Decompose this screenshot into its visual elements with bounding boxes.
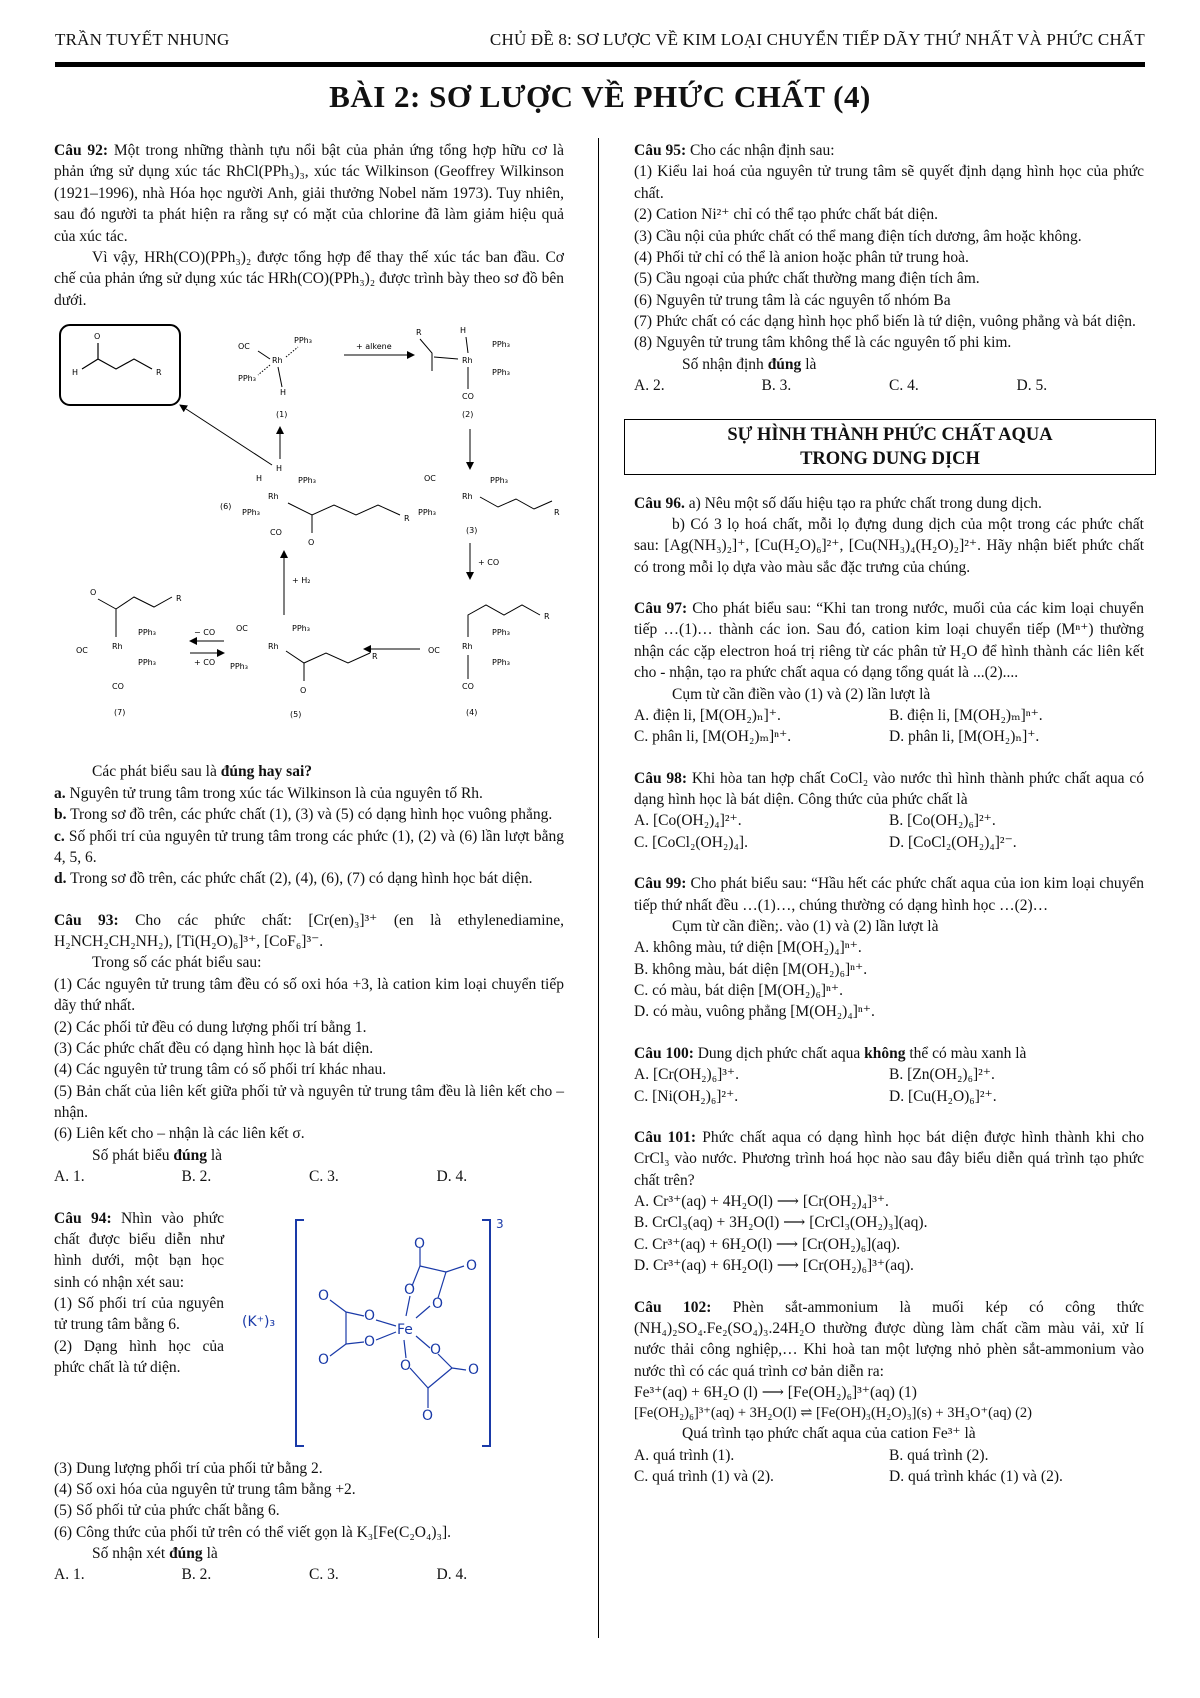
q102-option-b[interactable]: B. quá trình (2). bbox=[889, 1446, 989, 1464]
q95-label: Câu 95: bbox=[634, 142, 687, 159]
o-b1: O bbox=[364, 1307, 376, 1324]
q92-label: Câu 92: bbox=[54, 142, 109, 159]
q97-label: Câu 97: bbox=[634, 600, 688, 618]
complex-6 bbox=[220, 474, 410, 547]
pph3-3a: PPh₃ bbox=[490, 476, 508, 485]
pph3-2b: PPh₃ bbox=[492, 368, 510, 377]
q94-intro bbox=[54, 1208, 224, 1294]
q101-option-a[interactable]: A. Cr³⁺(aq) + 4H₂O(l) ⟶ [Cr(OH₂)₄]³⁺. bbox=[634, 1193, 889, 1211]
q93-s2: (2) Các phối tử đều có dung lượng phối trí bằng 1. bbox=[54, 1018, 367, 1036]
co-4: CO bbox=[462, 682, 474, 691]
q99-text bbox=[634, 873, 1144, 916]
q92-d bbox=[54, 868, 564, 889]
rh-6: Rh bbox=[268, 492, 279, 501]
q101-option-d[interactable]: D. Cr³⁺(aq) + 6H₂O(l) ⟶ [Cr(OH₂)₆]³⁺(aq). bbox=[634, 1257, 914, 1275]
o-c2: O bbox=[400, 1357, 412, 1374]
q101-label: Câu 101: bbox=[634, 1128, 697, 1146]
r-7: R bbox=[176, 594, 182, 603]
q98-body: Khi hòa tan hợp chất CoCl₂ vào nước thì hình thành phức chất aqua có dạng hình học là bát diện. Công thức của phức chất là bbox=[634, 769, 1144, 809]
rh-2: Rh bbox=[462, 356, 473, 365]
q98-label: Câu 98: bbox=[634, 769, 688, 787]
o-7: O bbox=[90, 588, 97, 597]
q95-options bbox=[634, 375, 1144, 396]
o-c4: O bbox=[422, 1407, 434, 1424]
rh-7: Rh bbox=[112, 642, 123, 651]
pph3-5b: PPh₃ bbox=[230, 662, 248, 671]
pph3-3b: PPh₃ bbox=[418, 508, 436, 517]
q94-option-c[interactable]: C. 3. bbox=[309, 1566, 339, 1584]
pph3-2a: PPh₃ bbox=[492, 340, 510, 349]
ferrioxalate-structure bbox=[234, 1208, 564, 1458]
h-2: H bbox=[460, 326, 467, 335]
q92-d-text: Trong sơ đồ trên, các phức chất (2), (4), (6), (7) có dạng hình học bát diện. bbox=[66, 870, 533, 888]
r-3: R bbox=[554, 508, 560, 517]
co-minus-label: − CO bbox=[194, 628, 216, 637]
q102-label: Câu 102: bbox=[634, 1298, 712, 1316]
q101-option-c[interactable]: C. Cr³⁺(aq) + 6H₂O(l) ⟶ [Cr(OH₂)₆](aq). bbox=[634, 1235, 901, 1253]
complex-7 bbox=[76, 588, 182, 717]
rh-4: Rh bbox=[462, 642, 473, 651]
q97-text bbox=[634, 598, 1144, 684]
co-plus-label: + CO bbox=[478, 558, 500, 567]
h-6a: H bbox=[256, 474, 263, 483]
q96-a bbox=[634, 493, 1144, 514]
aldehyde-h: H bbox=[72, 368, 79, 377]
q93-option-d[interactable]: D. 4. bbox=[436, 1168, 468, 1186]
section-heading-line1: SỰ HÌNH THÀNH PHỨC CHẤT AQUA bbox=[727, 424, 1053, 445]
q96-a-text: a) Nêu một số dấu hiệu tạo ra phức chất trong dung dịch. bbox=[688, 494, 1042, 512]
q102-options bbox=[634, 1445, 1144, 1488]
oc-4: OC bbox=[428, 646, 440, 655]
q100-option-c[interactable]: C. [Ni(OH₂)₆]²⁺. bbox=[634, 1087, 739, 1105]
label-7: (7) bbox=[114, 708, 126, 717]
q101-body: Phức chất aqua có dạng hình học bát diện được hình thành khi cho CrCl₃ vào nước. Phương trình hoá học nào sau đây biểu diễn quá trình tạo phức chất trên? bbox=[634, 1128, 1145, 1189]
q94-block bbox=[54, 1208, 564, 1458]
q94-options bbox=[54, 1564, 564, 1585]
q97-options bbox=[634, 705, 1144, 748]
co-6: CO bbox=[270, 528, 282, 537]
q95-s3: (3) Cầu nội của phức chất có thể mang điện tích dương, âm hoặc không. bbox=[634, 227, 1082, 245]
complex-3 bbox=[418, 474, 560, 535]
q92-intro bbox=[54, 140, 564, 247]
q100-text-c: thể có màu xanh là bbox=[905, 1044, 1027, 1062]
o-5: O bbox=[300, 686, 307, 695]
q95-s5: (5) Cầu ngoại của phức chất thường mang điện tích âm. bbox=[634, 270, 980, 288]
complex-5 bbox=[230, 624, 378, 719]
q97-option-b[interactable]: B. điện li, [M(OH₂)ₘ]ⁿ⁺. bbox=[889, 706, 1043, 724]
q94-ask-a: Số nhận xét bbox=[92, 1545, 170, 1562]
section-heading-line2: TRONG DUNG DỊCH bbox=[800, 448, 980, 469]
q100-options bbox=[634, 1064, 1144, 1107]
header-rule bbox=[55, 62, 1145, 67]
q99-ask: Cụm từ cần điền;. vào (1) và (2) lần lượt là bbox=[672, 917, 939, 935]
q95-intro-text: Cho các nhận định sau: bbox=[689, 142, 835, 159]
q92-a-text: Nguyên tử trung tâm trong xúc tác Wilkinson là của nguyên tố Rh. bbox=[65, 784, 483, 802]
q92-prompt-a: Các phát biểu sau là bbox=[92, 763, 221, 781]
oc-7: OC bbox=[76, 646, 88, 655]
o-6: O bbox=[308, 538, 315, 547]
q95-intro bbox=[634, 140, 1144, 161]
label-6: (6) bbox=[220, 502, 232, 511]
o-a1: O bbox=[404, 1281, 416, 1298]
pph3-5a: PPh₃ bbox=[292, 624, 310, 633]
complex-2 bbox=[416, 326, 510, 419]
o-a4: O bbox=[466, 1257, 478, 1274]
aldehyde-o: O bbox=[94, 332, 101, 341]
q100-label: Câu 100: bbox=[634, 1044, 694, 1062]
q92-c bbox=[54, 826, 564, 869]
q92-b-label: b. bbox=[54, 806, 67, 824]
left-column bbox=[54, 140, 564, 1586]
q94-option-d[interactable]: D. 4. bbox=[436, 1566, 468, 1584]
q93-s3: (3) Các phức chất đều có dạng hình học là bát diện. bbox=[54, 1039, 374, 1057]
q93-ask-a: Số phát biểu bbox=[92, 1146, 174, 1164]
h2-label: + H₂ bbox=[292, 576, 311, 585]
q100-text-a: Dung dịch phức chất aqua bbox=[697, 1044, 865, 1062]
q95-ask-c: là bbox=[801, 355, 817, 373]
q102-ask: Quá trình tạo phức chất aqua của cation Fe³⁺ là bbox=[682, 1425, 976, 1443]
section-heading bbox=[624, 419, 1156, 475]
q94-s1: (1) Số phối trí của nguyên tử trung tâm bằng 6. bbox=[54, 1295, 224, 1334]
pph3-6b: PPh₃ bbox=[242, 508, 260, 517]
q99-option-a[interactable]: A. không màu, tứ diện [M(OH₂)₄]ⁿ⁺. bbox=[634, 939, 862, 957]
q93-label: Câu 93: bbox=[54, 911, 119, 929]
pph3-4a: PPh₃ bbox=[492, 628, 510, 637]
aldehyde-r: R bbox=[156, 368, 162, 377]
q100-text-b: không bbox=[864, 1044, 906, 1062]
h-6b: H bbox=[276, 464, 283, 473]
q97-option-d[interactable]: D. phân li, [M(OH₂)ₙ]⁺. bbox=[889, 728, 1040, 746]
co-7: CO bbox=[112, 682, 124, 691]
q93-ask-b: đúng bbox=[173, 1146, 207, 1164]
q93-intro bbox=[54, 910, 564, 953]
q93-s1: (1) Các nguyên tử trung tâm đều có số oxi hóa +3, là cation kim loại chuyển tiếp dãy thứ nhất. bbox=[54, 975, 564, 1015]
q97-option-c[interactable]: C. phân li, [M(OH₂)ₘ]ⁿ⁺. bbox=[634, 728, 792, 746]
o-c3: O bbox=[468, 1361, 480, 1378]
q92-c-text: Số phối trí của nguyên tử trung tâm trong các phức (1), (2) và (6) lần lượt bằng 4, 5, 6. bbox=[54, 827, 564, 866]
r-6: R bbox=[404, 514, 410, 523]
label-3: (3) bbox=[466, 526, 478, 535]
o-c1: O bbox=[430, 1341, 442, 1358]
q95-option-c[interactable]: C. 4. bbox=[889, 377, 919, 395]
q92-a bbox=[54, 783, 564, 804]
q95-s6: (6) Nguyên tử trung tâm là các nguyên tố nhóm Ba bbox=[634, 291, 951, 309]
q95-option-a[interactable]: A. 2. bbox=[634, 377, 665, 395]
q98-text bbox=[634, 768, 1144, 811]
q93-ask bbox=[54, 1145, 564, 1166]
r-4: R bbox=[544, 612, 550, 621]
q94-s5: (5) Số phối tử của phức chất bằng 6. bbox=[54, 1502, 280, 1520]
o-b2: O bbox=[364, 1333, 376, 1350]
q94-left-text bbox=[54, 1208, 224, 1458]
q95-s8: (8) Nguyên tử trung tâm không thể là các nguyên tố phi kim. bbox=[634, 334, 1012, 352]
q97-option-a[interactable]: A. điện li, [M(OH₂)ₙ]⁺. bbox=[634, 706, 781, 724]
complex-charge: 3 bbox=[496, 1216, 504, 1231]
q98-option-d[interactable]: D. [CoCl₂(OH₂)₄]²⁻. bbox=[889, 833, 1017, 851]
q95-s7: (7) Phức chất có các dạng hình học phổ biến là tứ diện, vuông phẳng và bát diện. bbox=[634, 313, 1136, 330]
q94-ask-b: đúng bbox=[169, 1545, 203, 1562]
q96-label: Câu 96. bbox=[634, 494, 685, 512]
q95-ask bbox=[634, 354, 1144, 375]
r-2: R bbox=[416, 328, 422, 337]
q95-option-b[interactable]: B. 3. bbox=[761, 377, 792, 395]
q95-option-d[interactable]: D. 5. bbox=[1016, 377, 1048, 395]
q101-text bbox=[634, 1127, 1144, 1191]
q93-intro-text: Cho các phức chất: [Cr(en)₃]³⁺ (en là ethylenediamine, H₂NCH₂CH₂NH₂), [Ti(H₂O)₆]³⁺, [CoF₆]³⁻. bbox=[54, 911, 565, 950]
q92-p1: Một trong những thành tựu nổi bật của phản ứng tổng hợp hữu cơ là phản ứng sử dụng xúc tác RhCl(PPh₃)₃, xúc tác Wilkinson (Geoffrey Wilkinson (1921–1996), nhà Hóa học người Anh, giải thưởng Nobel năm 1973). Tuy nhiên, sau đó người ta phát hiện ra rằng sự có mặt của chlorine đã làm giảm hiệu quả của xúc tác. bbox=[54, 142, 564, 245]
q93-option-a[interactable]: A. 1. bbox=[54, 1168, 85, 1186]
q99-body: Cho phát biểu sau: “Hầu hết các phức chất aqua của ion kim loại chuyển tiếp thứ nhất đều …(1)…, chúng thường có dạng hình học …(2)… bbox=[634, 875, 1145, 914]
q94-s4: (4) Số oxi hóa của nguyên tử trung tâm bằng +2. bbox=[54, 1480, 356, 1498]
rh-1: Rh bbox=[272, 356, 283, 365]
q93-option-c[interactable]: C. 3. bbox=[309, 1168, 339, 1186]
column-divider bbox=[598, 138, 599, 1638]
co-2: CO bbox=[462, 392, 474, 401]
q102-eq2: [Fe(OH₂)₆]³⁺(aq) + 3H₂O(l) ⇌ [Fe(OH)₃(H₂O)₃](s) + 3H₃O⁺(aq) (2) bbox=[634, 1405, 1032, 1422]
q94-intro-text: Nhìn vào phức chất được biểu diễn như hình dưới, một bạn học sinh có nhận xét sau: bbox=[54, 1209, 224, 1291]
q95-ask-b: đúng bbox=[767, 355, 802, 373]
q100-option-d[interactable]: D. [Cu(H₂O)₆]²⁺. bbox=[889, 1087, 997, 1105]
q102-eq1: Fe³⁺(aq) + 6H₂O (l) ⟶ [Fe(OH₂)₆]³⁺(aq) (1) bbox=[634, 1384, 917, 1402]
q93-options bbox=[54, 1166, 564, 1187]
topic-title: CHỦ ĐỀ 8: SƠ LƯỢC VỀ KIM LOẠI CHUYỂN TIẾP DÃY THỨ NHẤT VÀ PHỨC CHẤT bbox=[489, 30, 1145, 49]
q93-s6: (6) Liên kết cho – nhận là các liên kết σ. bbox=[54, 1125, 305, 1143]
alkene-label: + alkene bbox=[356, 342, 392, 351]
rh-3: Rh bbox=[462, 492, 473, 501]
catalytic-cycle-diagram bbox=[54, 319, 564, 749]
q97-body: Cho phát biểu sau: “Khi tan trong nước, muối của các kim loại chuyển tiếp …(1)… thành các ion. Sau đó, cation kim loại chuyển tiếp (Mⁿ⁺) thường nhận các cặp electron hoá trị riêng từ các phân tử H₂O để hình thành các liên kết cho - nhận, tạo ra phức chất aqua có dạng tổng quát là ...(2).... bbox=[634, 600, 1144, 682]
q94-s6: (6) Công thức của phối tử trên có thể viết gọn là K₃[Fe(C₂O₄)₃]. bbox=[54, 1523, 451, 1541]
q99-option-b[interactable]: B. không màu, bát diện [M(OH₂)₆]ⁿ⁺. bbox=[634, 960, 868, 978]
complex-4 bbox=[428, 605, 550, 717]
q100-option-a[interactable]: A. [Cr(OH₂)₆]³⁺. bbox=[634, 1066, 739, 1084]
q96-b: b) Có 3 lọ hoá chất, mỗi lọ đựng dung dịch của một trong các phức chất sau: [Ag(NH₃)₂]⁺, [Cu(H₂O)₆]²⁺, [Cu(NH₃)₄(H₂O)₂]²⁺. Hãy nhận biết phức chất có trong mỗi lọ dựa vào màu sắc đặc trưng của chúng. bbox=[634, 515, 1144, 576]
product-box bbox=[60, 325, 180, 405]
q93-intro2: Trong số các phát biểu sau: bbox=[92, 954, 262, 972]
oc-1: OC bbox=[238, 342, 250, 351]
q100-text bbox=[634, 1043, 1144, 1064]
q102-option-a[interactable]: A. quá trình (1). bbox=[634, 1446, 735, 1464]
o-b4: O bbox=[318, 1351, 330, 1368]
q98-option-a[interactable]: A. [Co(OH₂)₄]²⁺. bbox=[634, 812, 742, 830]
q98-option-c[interactable]: C. [CoCl₂(OH₂)₄]. bbox=[634, 833, 748, 851]
q102-text bbox=[634, 1297, 1144, 1383]
r-5: R bbox=[372, 652, 378, 661]
q92-a-label: a. bbox=[54, 784, 66, 802]
q93-s5: (5) Bản chất của liên kết giữa phối tử và nguyên tử trung tâm đều là liên kết cho – nhận. bbox=[54, 1082, 564, 1121]
q99-option-c[interactable]: C. có màu, bát diện [M(OH₂)₆]ⁿ⁺. bbox=[634, 982, 843, 1000]
q102-option-d[interactable]: D. quá trình khác (1) và (2). bbox=[889, 1468, 1063, 1486]
label-2: (2) bbox=[462, 410, 474, 419]
q92-b bbox=[54, 804, 564, 825]
pph3-4b: PPh₃ bbox=[492, 658, 510, 667]
fe-atom: Fe bbox=[397, 1321, 413, 1338]
oc-3: OC bbox=[424, 474, 436, 483]
label-4: (4) bbox=[466, 708, 478, 717]
label-5: (5) bbox=[290, 710, 302, 719]
q101-option-b[interactable]: B. CrCl₃(aq) + 3H₂O(l) ⟶ [CrCl₃(OH₂)₃](aq). bbox=[634, 1214, 928, 1232]
q94-s3: (3) Dung lượng phối trí của phối tử bằng 2. bbox=[54, 1459, 323, 1477]
q95-s2: (2) Cation Ni²⁺ chỉ có thể tạo phức chất bát diện. bbox=[634, 206, 939, 224]
co-plus2-label: + CO bbox=[194, 658, 216, 667]
q94-s2: (2) Dạng hình học của phức chất là tứ diện. bbox=[54, 1337, 224, 1377]
q92-prompt-b: đúng hay sai? bbox=[220, 763, 313, 781]
q97-ask: Cụm từ cần điền vào (1) và (2) lần lượt là bbox=[672, 685, 931, 703]
q98-options bbox=[634, 810, 1144, 853]
pph3-7b: PPh₃ bbox=[138, 658, 156, 667]
q98-option-b[interactable]: B. [Co(OH₂)₆]²⁺. bbox=[889, 812, 996, 830]
q93-s4: (4) Các nguyên tử trung tâm có số phối trí khác nhau. bbox=[54, 1061, 387, 1079]
q99-option-d[interactable]: D. có màu, vuông phẳng [M(OH₂)₄]ⁿ⁺. bbox=[634, 1003, 875, 1021]
q94-ask-c: là bbox=[202, 1545, 218, 1562]
complex-1 bbox=[238, 336, 312, 419]
author-name: TRẦN TUYẾT NHUNG bbox=[55, 30, 230, 49]
q92-c-label: c. bbox=[54, 827, 65, 845]
q94-option-b[interactable]: B. 2. bbox=[181, 1566, 212, 1584]
pph3-7a: PPh₃ bbox=[138, 628, 156, 637]
q99-label: Câu 99: bbox=[634, 875, 687, 893]
q95-s4: (4) Phối tử chỉ có thể là anion hoặc phân tử trung hoà. bbox=[634, 248, 969, 266]
k-counterion: (K⁺)₃ bbox=[242, 1313, 276, 1330]
q95-s1: (1) Kiểu lai hoá của nguyên tử trung tâm sẽ quyết định dạng hình học của phức chất. bbox=[634, 163, 1144, 202]
h-1: H bbox=[280, 388, 287, 397]
q94-option-a[interactable]: A. 1. bbox=[54, 1566, 85, 1584]
q92-d-label: d. bbox=[54, 870, 67, 888]
q102-option-c[interactable]: C. quá trình (1) và (2). bbox=[634, 1468, 774, 1486]
o-a2: O bbox=[432, 1295, 444, 1312]
right-column bbox=[634, 140, 1144, 1488]
q92-b-text: Trong sơ đồ trên, các phức chất (1), (3) và (5) có dạng hình học vuông phẳng. bbox=[66, 806, 553, 824]
q102-body: Phèn sắt-ammonium là muối kép có công thức (NH₄)₂SO₄.Fe₂(SO₄)₃.24H₂O thường được dùng làm chất cầm màu vải, xử lí nước thải công nghiệp,… Khi hoà tan một lượng nhỏ phèn sắt-ammonium vào nước thì có các quá trình cơ bản diễn ra: bbox=[634, 1298, 1144, 1380]
label-1: (1) bbox=[276, 410, 288, 419]
o-b3: O bbox=[318, 1287, 330, 1304]
q93-option-b[interactable]: B. 2. bbox=[181, 1168, 212, 1186]
page-title: BÀI 2: SƠ LƯỢC VỀ PHỨC CHẤT (4) bbox=[329, 79, 871, 114]
pph3-1b: PPh₃ bbox=[238, 374, 256, 383]
pph3-1a: PPh₃ bbox=[294, 336, 312, 345]
rh-5: Rh bbox=[268, 642, 279, 651]
q95-ask-a: Số nhận định bbox=[682, 355, 768, 373]
page-header bbox=[55, 28, 1145, 56]
q93-ask-c: là bbox=[207, 1146, 223, 1164]
q94-ask bbox=[54, 1543, 564, 1564]
pph3-6a: PPh₃ bbox=[298, 476, 316, 485]
oc-5: OC bbox=[236, 624, 248, 633]
o-a3: O bbox=[414, 1235, 426, 1252]
q92-p2: Vì vậy, HRh(CO)(PPh₃)₂ được tổng hợp để thay thế xúc tác ban đầu. Cơ chế của phản ứng sử dụng xúc tác HRh(CO)(PPh₃)₂ được trình bày theo sơ đồ bên dưới. bbox=[54, 248, 564, 309]
q100-option-b[interactable]: B. [Zn(OH₂)₆]²⁺. bbox=[889, 1066, 995, 1084]
q94-label: Câu 94: bbox=[54, 1209, 112, 1227]
q92-prompt bbox=[54, 761, 564, 782]
